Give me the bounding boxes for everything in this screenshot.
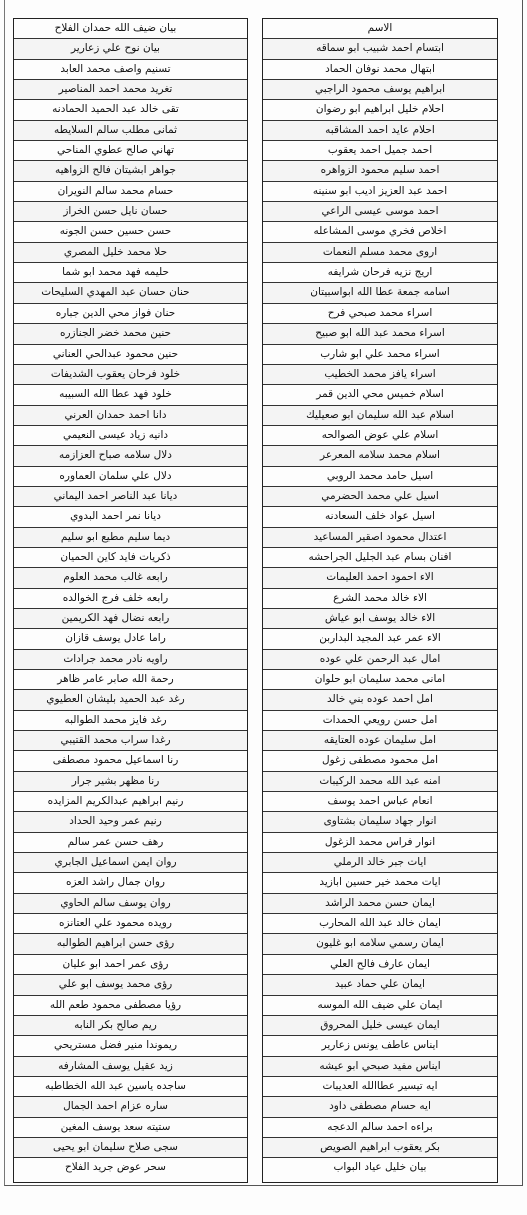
name-row: اروى محمد مسلم النعمات (263, 243, 497, 263)
names-table-left-column (13, 18, 248, 1183)
name-row: سجى صلاح سليمان ابو يحيى (14, 1138, 247, 1158)
name-row: احمد جميل احمد يعقوب (263, 141, 497, 161)
name-row: اسلام علي عوض الصوالحه (263, 426, 497, 446)
name-row: ايمان عيسى خليل المحروق (263, 1016, 497, 1036)
name-row: امل محمود مصطفى زغول (263, 751, 497, 771)
name-row: امل حسن رويعي الحمدات (263, 711, 497, 731)
name-row: ديما سليم مطيع ابو سليم (14, 528, 247, 548)
name-row: تسنيم واصف محمد العابد (14, 60, 247, 80)
name-row: ايمان علي ضيف الله الموسه (263, 996, 497, 1016)
names-table-right-column (262, 18, 498, 1183)
name-row: حسان نايل حسن الخراز (14, 202, 247, 222)
name-row: ابتهال محمد نوفان الحماد (263, 60, 497, 80)
name-row: اخلاص فخري موسى المشاعله (263, 222, 497, 242)
name-row: اعتدال محمود اصقير المساعيد (263, 528, 497, 548)
name-row: دانا احمد حمدان العرني (14, 406, 247, 426)
name-row: انوار جهاد سليمان بشتاوى (263, 812, 497, 832)
name-row: دانيه زياد عيسى النعيمي (14, 426, 247, 446)
name-row: بيان نوح علي زعارير (14, 39, 247, 59)
name-row: اسراء محمد علي ابو شارب (263, 345, 497, 365)
name-row: ساجده ياسين عبد الله الخطاطبه (14, 1077, 247, 1097)
name-row: امال عبد الرحمن علي عوده (263, 650, 497, 670)
name-row: ايات جبر خالد الرملي (263, 853, 497, 873)
name-row: تهاني صالح عطوي المناحي (14, 141, 247, 161)
name-row: الاء عمر عبد المجيد البداربن (263, 629, 497, 649)
name-row: اسراء يافز محمد الخطيب (263, 365, 497, 385)
name-row: ايمان رسمي سلامه ابو غليون (263, 934, 497, 954)
name-row: رغد عبد الحميد بليشان العطيوي (14, 690, 247, 710)
name-row: حسن حسين حسن الجونه (14, 222, 247, 242)
name-row: ايمان علي حماد عبيد (263, 975, 497, 995)
name-row: رحمة الله صابر عامر ظاهر (14, 670, 247, 690)
name-row: خلود فرحان يعقوب الشديفات (14, 365, 247, 385)
name-row: رابعه خلف فرج الخوالده (14, 589, 247, 609)
name-row: اسراء محمد عبد الله ابو صبيح (263, 324, 497, 344)
name-row: ريم صالح بكر النابه (14, 1016, 247, 1036)
name-row: ثمانى مطلب سالم السلايطه (14, 121, 247, 141)
name-row: رهف حسن عمر سالم (14, 833, 247, 853)
name-row: رؤى عمر احمد ابو عليان (14, 955, 247, 975)
name-row: تغريد محمد احمد المناصير (14, 80, 247, 100)
name-row: تقى خالد عبد الحميد الحمادنه (14, 100, 247, 120)
name-row: احمد سليم محمود الزواهره (263, 161, 497, 181)
name-row: ايمان حسن محمد الراشد (263, 894, 497, 914)
name-row: احمد موسى عيسى الراعي (263, 202, 497, 222)
name-row: احمد عبد العزيز اديب ابو سنينه (263, 182, 497, 202)
name-row: دلال علي سلمان العماوره (14, 467, 247, 487)
name-row: الاء خالد محمد الشرع (263, 589, 497, 609)
name-row: زيد عقيل يوسف المشارفه (14, 1057, 247, 1077)
name-row: اسيل حامد محمد الروبي (263, 467, 497, 487)
name-row: امنه عبد الله محمد الركيبات (263, 772, 497, 792)
name-row: رغدا سراب محمد القتيبي (14, 731, 247, 751)
name-row: الاء خالد يوسف ابو عياش (263, 609, 497, 629)
name-row: رؤى محمد يوسف ابو علي (14, 975, 247, 995)
name-row: رغد فايز محمد الطوالبه (14, 711, 247, 731)
name-row: ايه حسام مصطفى داود (263, 1097, 497, 1117)
name-row: خلود فهد عطا الله السبيبه (14, 385, 247, 405)
name-row: انوار فراس محمد الزغول (263, 833, 497, 853)
name-row: اسراء محمد صبحي فرح (263, 304, 497, 324)
name-row: ساره عزام احمد الجمال (14, 1097, 247, 1117)
name-row: ستيته سعد يوسف المغين (14, 1118, 247, 1138)
name-row: جواهر ابشيتان فالح الزواهيه (14, 161, 247, 181)
name-row: احلام خليل ابراهيم ابو رضوان (263, 100, 497, 120)
name-row: رؤى حسن ابراهيم الطوالبه (14, 934, 247, 954)
name-row: ايه تيسير عطاالله العديبات (263, 1077, 497, 1097)
name-row: رؤيا مصطفى محمود طعم الله (14, 996, 247, 1016)
name-row: ايناس عاطف يونس زعارير (263, 1036, 497, 1056)
name-row: براءه احمد سالم الدعجه (263, 1118, 497, 1138)
name-row: امانى محمد سليمان ابو حلوان (263, 670, 497, 690)
name-row: انعام عباس احمد يوسف (263, 792, 497, 812)
name-row: اريج نزيه فرحان شرايفه (263, 263, 497, 283)
name-row: ريموندا منير فضل مستريحي (14, 1036, 247, 1056)
name-row: بيان ضيف الله حمدان الفلاح (14, 19, 247, 39)
name-row: حنان حسان عبد المهدي السليحات (14, 283, 247, 303)
name-row: روان ايمن اسماعيل الجابري (14, 853, 247, 873)
name-row: ايناس مفيد صبحي ابو عيشه (263, 1057, 497, 1077)
name-row: بكر يعقوب ابراهيم الصويص (263, 1138, 497, 1158)
name-row: اسلام خميس محي الدين قمر (263, 385, 497, 405)
name-row: سحر عوض جريد الفلاح (65, 1161, 166, 1174)
name-row: رنا اسماعيل محمود مصطفى (14, 751, 247, 771)
name-row: راويه نادر محمد جرادات (14, 650, 247, 670)
name-row: رابعه غالب محمد العلوم (14, 568, 247, 588)
name-row: حنان فواز محي الدين جباره (14, 304, 247, 324)
name-row: رنيم عمر وحيد الحداد (14, 812, 247, 832)
name-row: اسلام محمد سلامه المعرعر (263, 446, 497, 466)
name-row: حسام محمد سالم النويران (14, 182, 247, 202)
name-row: ايمان خالد عبد الله المحارب (263, 914, 497, 934)
name-row: ديانا نمر احمد البدوي (14, 507, 247, 527)
name-row: دلال سلامه صباح العزازمه (14, 446, 247, 466)
name-row: الاء احمود احمد العليمات (263, 568, 497, 588)
name-row: روان يوسف سالم الحاوي (14, 894, 247, 914)
name-row: امل سليمان عوده العتايقه (263, 731, 497, 751)
name-row: اسامه جمعة عطا الله ابواسبيتان (263, 283, 497, 303)
name-row: افنان بسام عبد الجليل الجراحشه (263, 548, 497, 568)
name-row: حلا محمد خليل المصري (14, 243, 247, 263)
name-row: راما عادل يوسف قازان (14, 629, 247, 649)
name-row: ايمان عارف فالح العلي (263, 955, 497, 975)
name-row: حنين محمد خضر الجنازره (14, 324, 247, 344)
name-row: ابراهيم يوسف محمود الراجبي (263, 80, 497, 100)
name-row: بيان خليل عياد البواب (333, 1161, 427, 1174)
name-row: رابعه نضال فهد الكريمين (14, 609, 247, 629)
name-row: ذكريات فايد كاين الحميان (14, 548, 247, 568)
name-row: رنيم ابراهيم عبدالكريم المزايده (14, 792, 247, 812)
name-row: احلام عايد احمد المشاقبه (263, 121, 497, 141)
name-row: رويده محمود علي العتانزه (14, 914, 247, 934)
name-row: روان جمال راشد العزه (14, 873, 247, 893)
name-row: اسيل علي محمد الحضرمي (263, 487, 497, 507)
name-row: ابتسام احمد شبيب ابو سماقه (263, 39, 497, 59)
name-row: حليمه فهد محمد ابو شما (14, 263, 247, 283)
name-row: رنا مظهر بشير جرار (14, 772, 247, 792)
name-row: اسيل عواد خلف السعادنه (263, 507, 497, 527)
name-row: ديانا عبد الناصر احمد اليماني (14, 487, 247, 507)
column-header-name: الاسم (263, 19, 497, 39)
name-row: ايات محمد خير حسين ابازيد (263, 873, 497, 893)
name-row: امل احمد عوده بني خالد (263, 690, 497, 710)
name-row: اسلام عبد الله سليمان ابو صعيليك (263, 406, 497, 426)
name-row: حنين محمود عبدالحي العناني (14, 345, 247, 365)
